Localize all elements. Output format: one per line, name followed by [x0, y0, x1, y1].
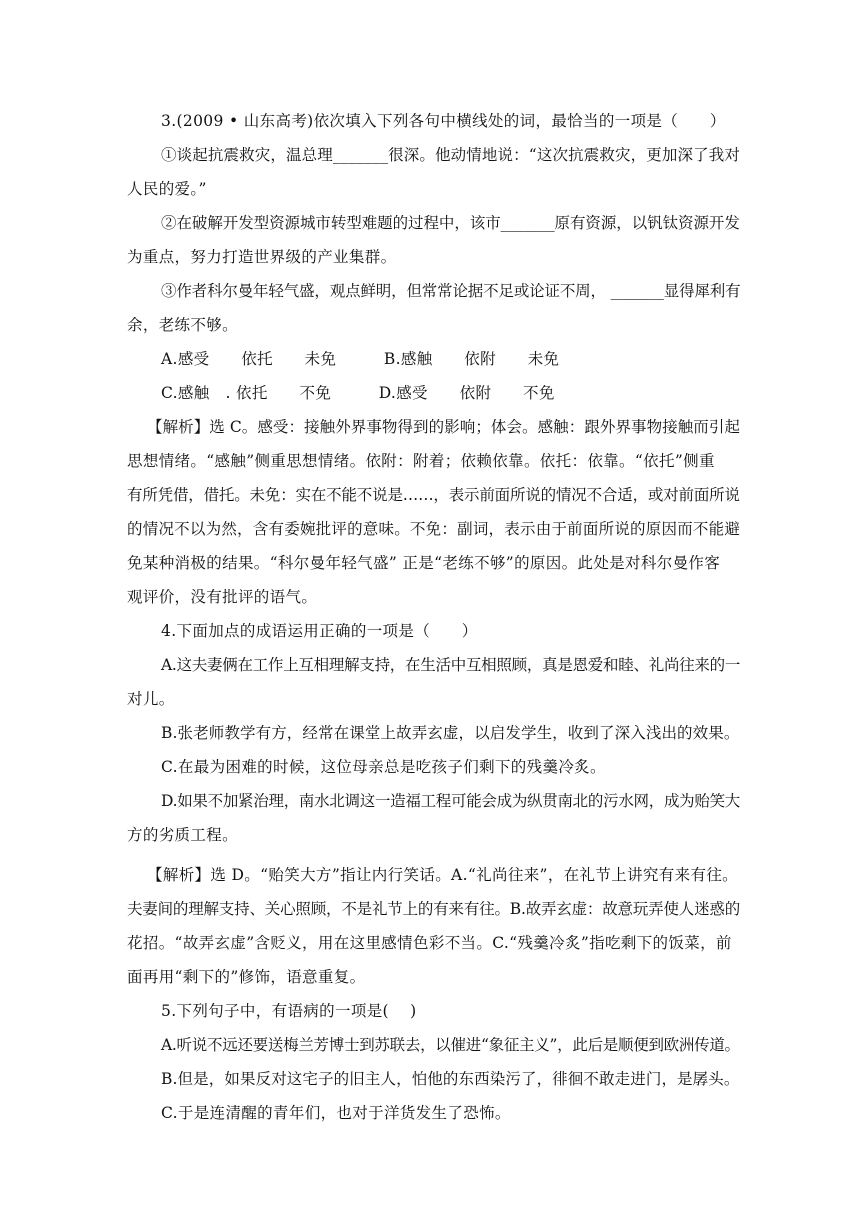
q3-sentence-1-cont: 人民的爱。”	[127, 180, 207, 198]
q3-sentence-3-cont: 余，老练不够。	[127, 316, 238, 334]
q4-analysis-cont: 花招。“故弄玄虚”含贬义，用在这里感情色彩不当。C.“残羹冷炙”指吃剩下的饭菜，前	[127, 934, 732, 952]
q5-option-b: B.但是，如果反对这宅子的旧主人，怕他的东西染污了，徘徊不敢走进门，是孱头。	[161, 1070, 740, 1088]
q3-options-ab: A.感受 依托 未免 B.感触 依附 未免	[161, 350, 560, 368]
q4-analysis-cont: 夫妻间的理解支持、关心照顾，不是礼节上的有来有往。B.故弄玄虚：故意玩弄使人迷惑的	[127, 900, 741, 918]
q4-option-a: A.这夫妻俩在工作上互相理解支持，在生活中互相照顾，真是恩爱和睦、礼尚往来的一	[161, 656, 741, 674]
q4-option-c: C.在最为困难的时候，这位母亲总是吃孩子们剩下的残羹冷炙。	[161, 758, 606, 776]
q3-analysis-cont: 观评价，没有批评的语气。	[127, 588, 318, 606]
q5-stem: 5.下列句子中，有语病的一项是( )	[161, 1002, 417, 1020]
q3-sentence-1: ①谈起抗震救灾，温总理_______很深。他动情地说：“这次抗震救灾，更加深了我对	[161, 146, 741, 164]
q3-stem: 3.(2009 • 山东高考)依次填入下列各句中横线处的词，最恰当的一项是（ ）	[161, 112, 726, 130]
q4-option-b: B.张老师教学有方，经常在课堂上故弄玄虚，以启发学生，收到了深入浅出的效果。	[161, 724, 740, 742]
q5-option-a: A.听说不远还要送梅兰芳博士到苏联去，以催进“象征主义”，此后是顺便到欧洲传道。	[161, 1036, 740, 1054]
q4-stem: 4.下面加点的成语运用正确的一项是（ ）	[161, 622, 478, 640]
q3-options-cd: C.感触 . 依托 不免 D.感受 依附 不免	[161, 384, 555, 402]
q4-analysis: 【解析】选 D。“贻笑大方”指让内行笑话。A.“礼尚往来”，在礼节上讲究有来有往。	[147, 866, 739, 884]
q5-option-c: C.于是连清醒的青年们，也对于洋货发生了恐怖。	[161, 1104, 511, 1122]
q3-analysis-cont: 思想情绪。“感触”侧重思想情绪。依附：附着；依赖依靠。依托：依靠。“依托”侧重	[127, 452, 715, 470]
q3-sentence-2: ②在破解开发型资源城市转型难题的过程中，该市_______原有资源，以钒钛资源开发	[161, 214, 740, 232]
q3-sentence-3: ③作者科尔曼年轻气盛，观点鲜明，但常常论据不足或论证不周， _______显得犀利有	[161, 282, 741, 300]
q3-analysis: 【解析】选 C。感受：接触外界事物得到的影响；体会。感触：跟外界事物接触而引起	[147, 418, 741, 436]
q3-analysis-cont: 有所凭借，借托。未免：实在不能不说是……，表示前面所说的情况不合适，或对前面所说	[127, 486, 740, 504]
q4-option-a-cont: 对儿。	[127, 690, 175, 708]
q4-analysis-cont: 面再用“剩下的”修饰，语意重复。	[127, 968, 366, 986]
q4-option-d: D.如果不加紧治理，南水北调这一造福工程可能会成为纵贯南北的污水网，成为贻笑大	[161, 792, 740, 810]
q3-sentence-2-cont: 为重点，努力打造世界级的产业集群。	[127, 248, 397, 266]
q3-analysis-cont: 免某种消极的结果。“科尔曼年轻气盛” 正是“老练不够”的原因。此处是对科尔曼作客	[127, 554, 721, 572]
q3-analysis-cont: 的情况不以为然，含有委婉批评的意味。不免：副词，表示由于前面所说的原因而不能避	[127, 520, 741, 538]
q4-option-d-cont: 方的劣质工程。	[127, 826, 238, 844]
